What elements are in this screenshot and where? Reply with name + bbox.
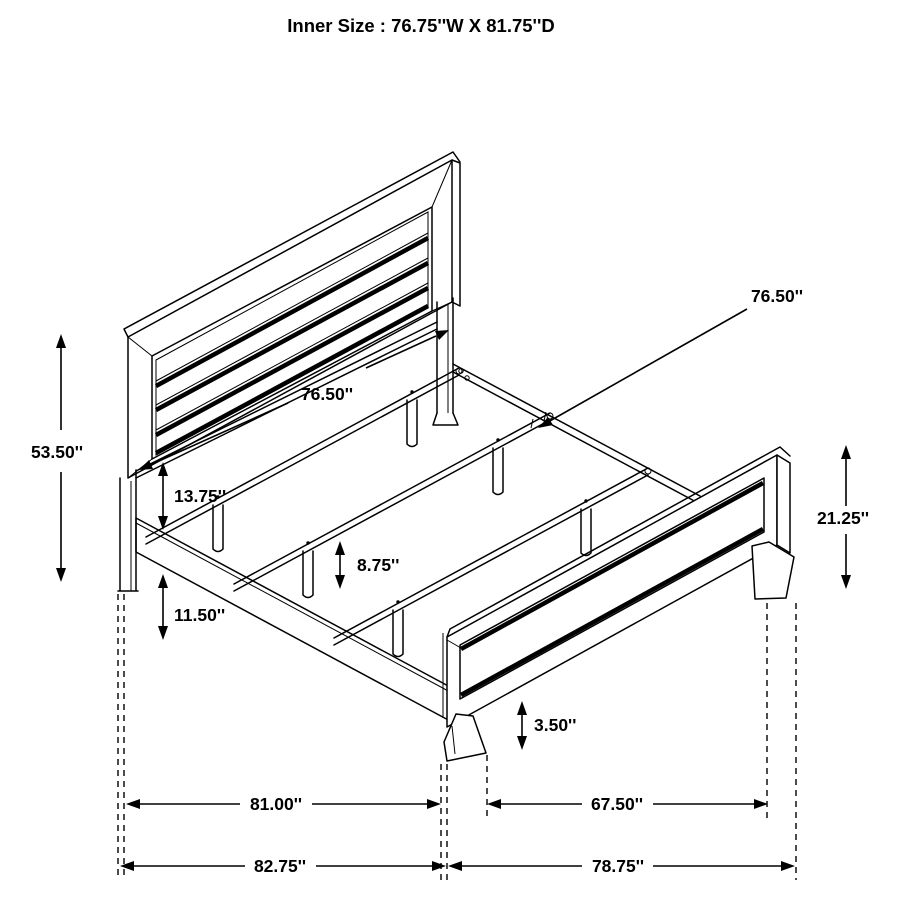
- bed-frame-drawing: [118, 152, 794, 761]
- headboard-right-leg: [433, 298, 458, 425]
- dim-label-footboard-inner-span: 67.50'': [590, 794, 644, 814]
- dim-inner-length: [126, 794, 441, 814]
- dim-cross-rail-length: [538, 286, 803, 428]
- dim-label-inner-length: 81.00'': [249, 794, 303, 814]
- footboard-face: [447, 455, 777, 727]
- right-side-rail: [453, 364, 700, 504]
- dim-label-cross-rail-length: 76.50'': [750, 286, 804, 306]
- footboard-right-end: [777, 455, 790, 553]
- dim-overall-depth: [120, 856, 446, 876]
- dim-label-footboard-clearance: 3.50'': [534, 715, 577, 735]
- dim-label-footboard-overall-width: 78.75'': [591, 856, 645, 876]
- diagram-title: Inner Size : 76.75''W X 81.75''D: [287, 15, 555, 36]
- dim-footboard-overall-width: [448, 856, 795, 876]
- dim-label-headboard-width: 76.50'': [300, 384, 354, 404]
- dim-label-headboard-height: 53.50'': [30, 442, 84, 462]
- dim-headboard-height: [31, 334, 83, 582]
- dim-label-footboard-height: 21.25'': [816, 508, 870, 528]
- dim-footboard-clearance: [517, 701, 576, 750]
- dim-footboard-height: [817, 445, 869, 589]
- dim-support-leg-height: [335, 541, 399, 589]
- dim-footboard-inner-span: [487, 794, 768, 814]
- dim-label-side-rail-height: 11.50'': [174, 605, 226, 625]
- dim-label-support-leg-height: 8.75'': [357, 555, 400, 575]
- dim-label-overall-depth: 82.75'': [253, 856, 307, 876]
- dim-label-headboard-bottom-to-rail: 13.75'': [174, 486, 227, 506]
- headboard-end-thickness: [452, 160, 460, 306]
- headboard-left-leg: [118, 470, 138, 591]
